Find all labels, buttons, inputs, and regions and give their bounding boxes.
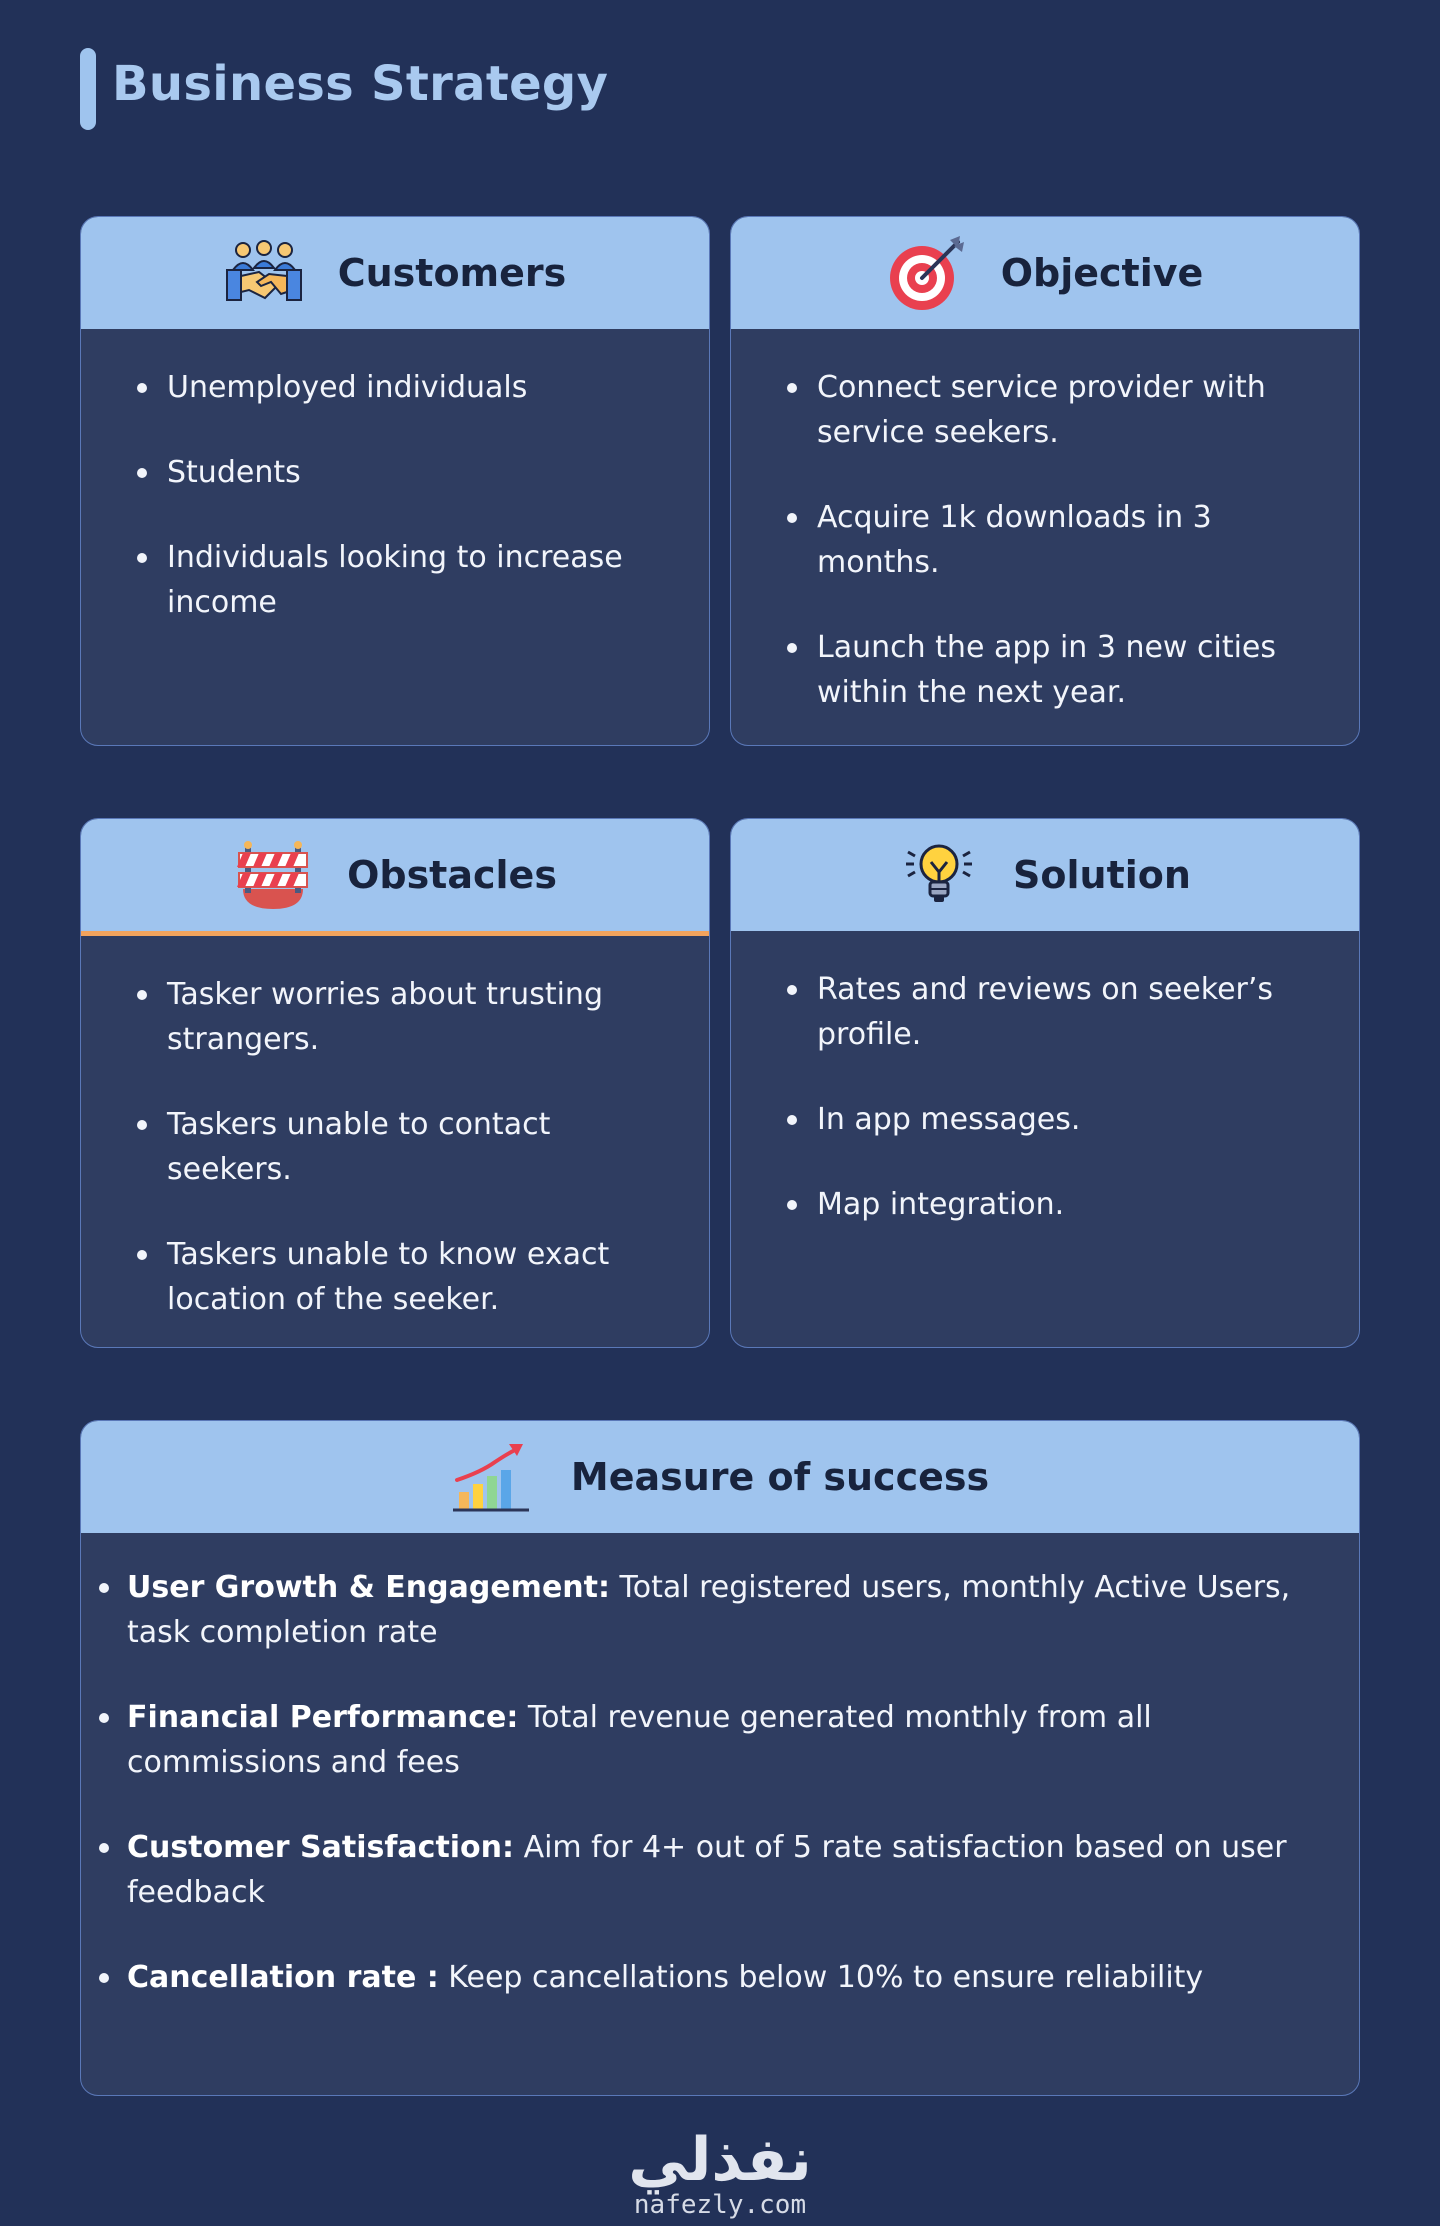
metric-label: Customer Satisfaction: [127, 1830, 515, 1865]
footer-url: nafezly.com [633, 2190, 807, 2220]
objective-title: Objective [1000, 251, 1204, 295]
solution-card-header [731, 819, 1359, 931]
customers-list [81, 365, 709, 625]
list-item [81, 1825, 1359, 1915]
list-item: Individuals looking to increase income [81, 535, 709, 625]
objective-card [730, 216, 1360, 746]
measure-title: Measure of success [570, 1455, 990, 1499]
measure-card [80, 1420, 1360, 2096]
list-item: Unemployed individuals [81, 365, 709, 410]
obstacles-card [80, 818, 710, 1348]
growth-chart-icon [451, 1437, 531, 1517]
list-item: Acquire 1k downloads in 3 months. [731, 495, 1359, 585]
list-item [81, 1565, 1359, 1655]
metric-label: Financial Performance: [127, 1700, 519, 1735]
objective-card-header [731, 217, 1359, 329]
title-accent-bar [80, 48, 96, 130]
list-item: Launch the app in 3 new cities within the next year. [731, 625, 1359, 715]
metric-text: Total revenue generated monthly from all commissions and fees [127, 1700, 1152, 1780]
barrier-icon [233, 835, 313, 915]
metric-text: Aim for 4+ out of 5 rate satisfaction based on user feedback [127, 1830, 1287, 1910]
list-item: Taskers unable to contact seekers. [81, 1102, 709, 1192]
page-title: Business Strategy [112, 56, 609, 112]
list-item: Taskers unable to know exact location of the seeker. [81, 1232, 709, 1322]
measure-card-header [81, 1421, 1359, 1533]
solution-title: Solution [1013, 853, 1191, 897]
solution-card [730, 818, 1360, 1348]
metric-label: User Growth & Engagement: [127, 1570, 610, 1605]
customers-card [80, 216, 710, 746]
handshake-icon [224, 233, 304, 313]
logo-text: نفذلي [628, 2125, 812, 2195]
list-item: Rates and reviews on seeker’s profile. [731, 967, 1359, 1057]
objective-list [731, 365, 1359, 715]
list-item: Connect service provider with service seekers. [731, 365, 1359, 455]
footer-logo [0, 2125, 1440, 2220]
lightbulb-icon [899, 835, 979, 915]
list-item [81, 1695, 1359, 1785]
target-icon [887, 233, 967, 313]
list-item: Students [81, 450, 709, 495]
customers-card-header [81, 217, 709, 329]
solution-list [731, 967, 1359, 1227]
metric-text: Total registered users, monthly Active Users, task completion rate [127, 1570, 1291, 1650]
list-item [81, 1955, 1359, 2000]
header-divider [81, 931, 709, 936]
list-item: Tasker worries about trusting strangers. [81, 972, 709, 1062]
measure-list [81, 1565, 1359, 2000]
obstacles-list [81, 972, 709, 1322]
customers-title: Customers [337, 251, 567, 295]
metric-text: Keep cancellations below 10% to ensure reliability [438, 1960, 1204, 1995]
list-item: In app messages. [731, 1097, 1359, 1142]
list-item: Map integration. [731, 1182, 1359, 1227]
obstacles-title: Obstacles [347, 853, 557, 897]
obstacles-card-header [81, 819, 709, 931]
metric-label: Cancellation rate : [127, 1960, 439, 1995]
